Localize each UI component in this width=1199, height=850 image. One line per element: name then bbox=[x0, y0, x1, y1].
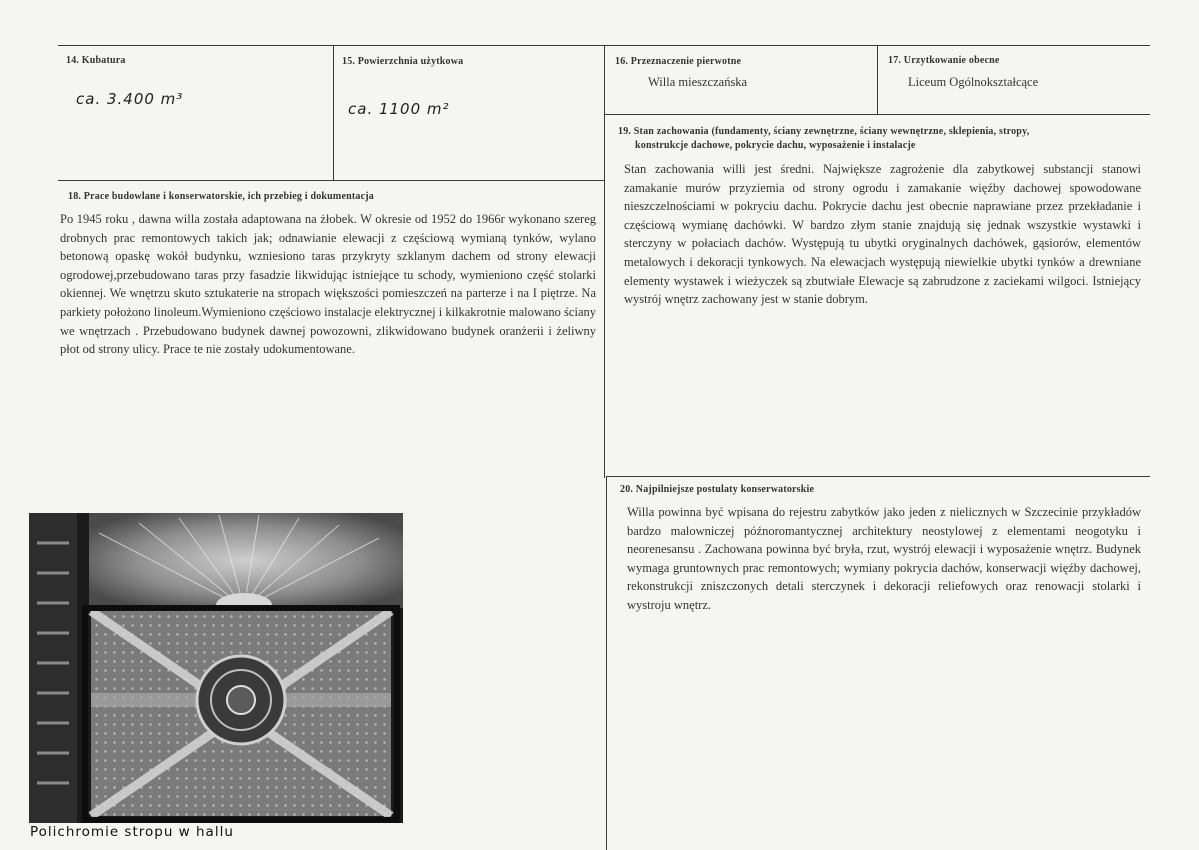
field-19-label-line1: 19. Stan zachowania (fundamenty, ściany zewnętrzne, ściany wewnętrzne, sklepienia, stropy, bbox=[618, 126, 1030, 137]
field-18-label: 18. Prace budowlane i konserwatorskie, ich przebieg i dokumentacja bbox=[68, 191, 374, 202]
field-14-label: 14. Kubatura bbox=[66, 55, 126, 66]
field-19-text: Stan zachowania willi jest średni. Największe zagrożenie dla zabytkowej substancji stanowi zamakanie murów przyziemia od strony ogrodu i zamakanie więźby dachowej spowodowane nieszczelnościami w pokryciu dachu. Pokrycie dachu jest obecnie naprawiane przez przekładanie i częściową wymianę dachówki. W bardzo złym stanie znajdują się jednak wszystkie wystawki i sterczyny w połaciach dachów. Występują tu ubytki oryginalnych dachówek, gąsiorów, elementów metalowych i dekoracji tynkowych. Na elewacjach występują niewielkie ubytki tynków a drewniane elementy wystawek i wieżyczek są zbutwiałe Elewacje są zabrudzone z zaciekami wilgoci. Istniejący wystrój wnętrz zachowany jest w stanie dobrym. bbox=[624, 162, 1141, 307]
field-17-value: Liceum Ogólnokształcące bbox=[908, 75, 1039, 89]
rule-below-14-15 bbox=[58, 180, 604, 181]
divider-15-16 bbox=[604, 45, 605, 478]
ceiling-photo-image bbox=[29, 513, 403, 823]
field-17-label: 17. Urzytkowanie obecne bbox=[888, 55, 1000, 66]
rule-below-16-17 bbox=[604, 114, 1150, 115]
field-20-label: 20. Najpilniejsze postulaty konserwatorskie bbox=[620, 484, 815, 495]
divider-right-column bbox=[606, 476, 607, 850]
divider-14-15 bbox=[333, 45, 334, 181]
field-16-value: Willa mieszczańska bbox=[648, 75, 748, 89]
field-15-label: 15. Powierzchnia użytkowa bbox=[342, 56, 464, 67]
field-19-label-line2: konstrukcje dachowe, pokrycie dachu, wyposażenie i instalacje bbox=[635, 140, 916, 151]
photo-caption: Polichromie stropu w hallu bbox=[30, 824, 234, 840]
rule-above-20 bbox=[606, 476, 1150, 477]
field-18-text: Po 1945 roku , dawna willa została adaptowana na żłobek. W okresie od 1952 do 1966r wykonano szereg drobnych prac remontowych takich jak; odnawianie elewacji z częściową wymianą tynków, wylano betonową opaskę wokół budynku, wzniesiono taras przykryty szklanym dachem od strony elewacji ogrodowej,przebudowano taras przy fasadzie likwidując istniejące tu schody, wymieniono część stolarki okiennej. We wnętrzu skuto sztukaterie na stropach większości pomieszczeń na parterze i na I piętrze. Na parkiety położono linoleum.Wymieniono częściowo instalacje elektrycznej i kilkakrotnie malowano ściany we wnętrzach . Przebudowano budynek dawnej powozowni, zlikwidowano budynek oranżerii i żeliwny płot od strony ulicy. Prace te nie zostały udokumentowane. bbox=[60, 212, 596, 357]
ceiling-photo bbox=[29, 513, 403, 823]
divider-16-17 bbox=[877, 45, 878, 115]
field-15-value: ca. 1100 m² bbox=[348, 100, 450, 118]
field-16-label: 16. Przeznaczenie pierwotne bbox=[615, 56, 742, 67]
field-14-value: ca. 3.400 m³ bbox=[76, 90, 184, 108]
field-20-text: Willa powinna być wpisana do rejestru zabytków jako jeden z nielicznych w Szczecinie przykładów bardzo malowniczej późnoromantycznej architektury neostylowej z elementami neogotyku i neorenesansu . Zachowana powinna być bryła, rzut, wystrój elewacji i wyposażenie wnętrz. Budynek wymaga gruntownych prac remontowych; wymiany pokrycia dachów, konserwacji więźby dachowej, rekonstrukcji zniszczonych detali sterczynek i dekoracji reliefowych oraz renowacji stolarki i wystroju wnętrz. bbox=[627, 505, 1141, 612]
